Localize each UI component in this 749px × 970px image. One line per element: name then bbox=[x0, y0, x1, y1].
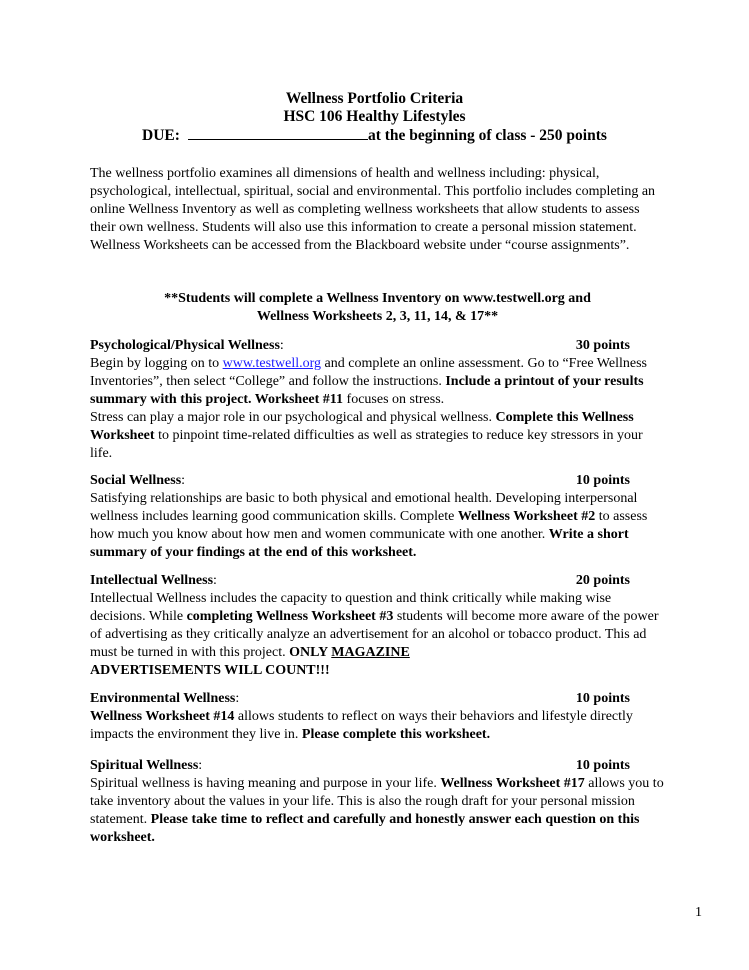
section-label: Spiritual Wellness bbox=[90, 758, 199, 773]
section-body: Wellness Worksheet #14 allows students to reflect on ways their behaviors and lifestyle directly impacts the environment they live in. Please complete this worksheet. bbox=[90, 709, 633, 742]
section-points: 20 points bbox=[575, 573, 630, 588]
notice-line-1: **Students will complete a Wellness Inventory on www.testwell.org and bbox=[164, 291, 591, 306]
section-label: Environmental Wellness bbox=[90, 691, 236, 706]
section-body: Intellectual Wellness includes the capacity to question and think critically while making wise decisions. While completing Wellness Worksheet #3 students will become more aware of the power of advertising as they critically analyze an advertisement for an alcohol or tobacco product. This ad must be turned in with this project. ONLY MAGAZINE ADVERTISEMENTS WILL COUNT!!! bbox=[90, 591, 659, 678]
section-label: Social Wellness bbox=[90, 473, 182, 488]
testwell-link[interactable]: www.testwell.org bbox=[222, 356, 322, 371]
section-header: Spiritual Wellness: 10 points bbox=[90, 758, 630, 773]
section-spiritual bbox=[90, 757, 665, 847]
section-environmental bbox=[90, 690, 665, 744]
section-header: Intellectual Wellness: 20 points bbox=[90, 573, 630, 588]
page-number: 1 bbox=[695, 905, 702, 920]
section-label: Psychological/Physical Wellness bbox=[90, 338, 280, 353]
section-body: Satisfying relationships are basic to both physical and emotional health. Developing interpersonal wellness includes learning good communication skills. Complete Wellness Worksheet #2 to assess how much you know about how men and women communicate with one another. Write a short summary of your findings at the end of this worksheet. bbox=[90, 491, 648, 560]
due-date-blank bbox=[188, 126, 368, 140]
section-points: 30 points bbox=[575, 338, 630, 353]
section-social bbox=[90, 472, 665, 562]
notice bbox=[90, 290, 665, 326]
due-label: DUE: bbox=[142, 127, 180, 144]
section-points: 10 points bbox=[575, 473, 630, 488]
section-body: Begin by logging on to www.testwell.org and complete an online assessment. Go to “Free Wellness Inventories”, then select “College” and follow the instructions. Include a printout of your results summary with this project. Worksheet #11 focuses on stress. bbox=[90, 356, 647, 407]
course-title: HSC 106 Healthy Lifestyles bbox=[283, 108, 466, 125]
section-header: Social Wellness: 10 points bbox=[90, 473, 630, 488]
notice-line-2: Wellness Worksheets 2, 3, 11, 14, & 17** bbox=[256, 309, 499, 324]
section-points: 10 points bbox=[575, 758, 630, 773]
section-header: Psychological/Physical Wellness: 30 points bbox=[90, 338, 630, 353]
section-header: Environmental Wellness: 10 points bbox=[90, 691, 630, 706]
intro-paragraph: The wellness portfolio examines all dimensions of health and wellness including: physical, psychological, intellectual, spiritual, social and environmental. This portfolio includes completing an online Wellness Inventory as well as completing wellness worksheets that allow students to assess their own wellness. Students will also use this information to create a personal mission statement. Wellness Worksheets can be accessed from the Blackboard website under “course assignments”. bbox=[90, 166, 656, 253]
document-title: Wellness Portfolio Criteria bbox=[285, 90, 464, 107]
section-intellectual bbox=[90, 572, 665, 680]
due-line bbox=[0, 126, 749, 145]
due-suffix: at the beginning of class - 250 points bbox=[367, 127, 607, 144]
section-label: Intellectual Wellness bbox=[90, 573, 214, 588]
section-body-2: Stress can play a major role in our psychological and physical wellness. Complete this Wellness Worksheet to pinpoint time-related difficulties as well as strategies to reduce key stressors in your life. bbox=[90, 410, 643, 461]
section-points: 10 points bbox=[575, 691, 630, 706]
section-body: Spiritual wellness is having meaning and purpose in your life. Wellness Worksheet #17 allows you to take inventory about the values in your life. This is also the rough draft for your personal mission statement. Please take time to reflect and carefully and honestly answer each question on this worksheet. bbox=[90, 776, 664, 845]
section-psychological-physical bbox=[90, 337, 665, 463]
